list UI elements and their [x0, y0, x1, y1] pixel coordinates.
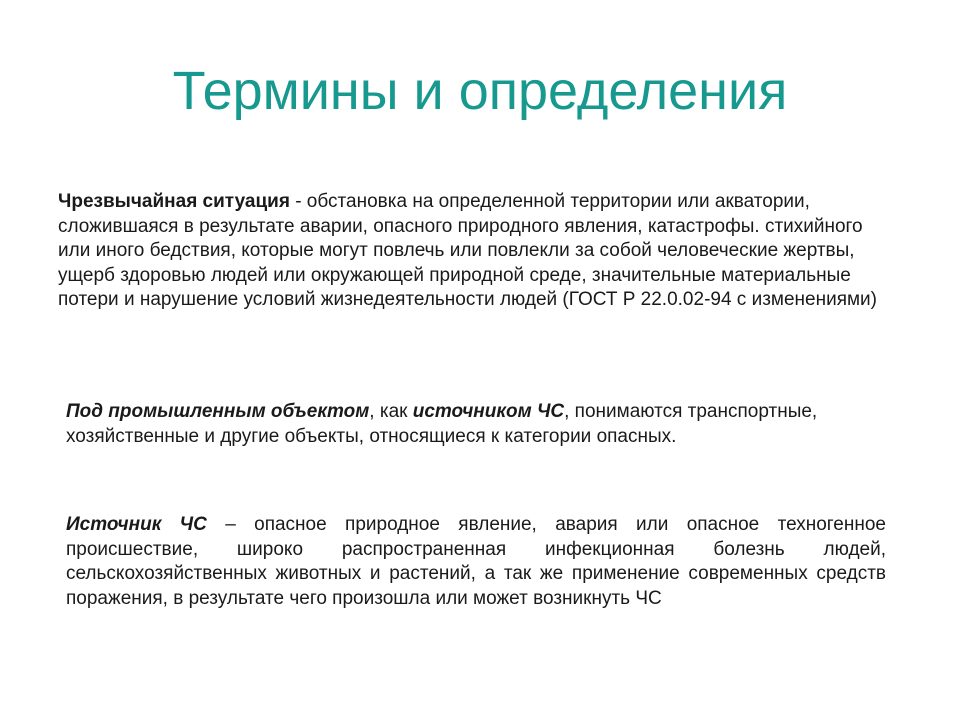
definition-industrial-object-text-2: , понимаются транспортные, хозяйственные и другие объекты, относящиеся к категории опасных. — [66, 401, 818, 447]
definition-emergency-source — [66, 513, 886, 611]
definition-industrial-object — [66, 400, 886, 449]
term-emergency-source: Источник ЧС — [66, 514, 207, 535]
definition-emergency-text: - обстановка на определенной территории или акватории, сложившаяся в результате аварии, опасного природного явления, катастрофы. стихийного или иного бедствия, которые могут повлечь или повлекли за собой человеческие жертвы, ущерб здоровью людей или окружающей природной среде, значительные материальные потери и нарушение условий жизнедеятельности людей (ГОСТ Р 22.0.02-94 с изменениями) — [58, 191, 877, 310]
term-emergency-source-inline: источником ЧС — [412, 401, 565, 422]
definition-emergency-source-text: – опасное природное явление, авария или опасное техногенное происшествие, широко распространенная инфекционная болезнь людей, сельскохозяйственных животных и растений, а так же применение современных средств поражения, в результате чего произошла или может возникнуть ЧС — [66, 514, 886, 609]
definition-industrial-object-text-1: , как — [369, 401, 413, 422]
slide-title: Термины и определения — [172, 61, 788, 121]
term-industrial-object: Под промышленным объектом — [66, 401, 370, 422]
definition-emergency — [58, 190, 878, 313]
term-emergency: Чрезвычайная ситуация — [58, 191, 290, 212]
